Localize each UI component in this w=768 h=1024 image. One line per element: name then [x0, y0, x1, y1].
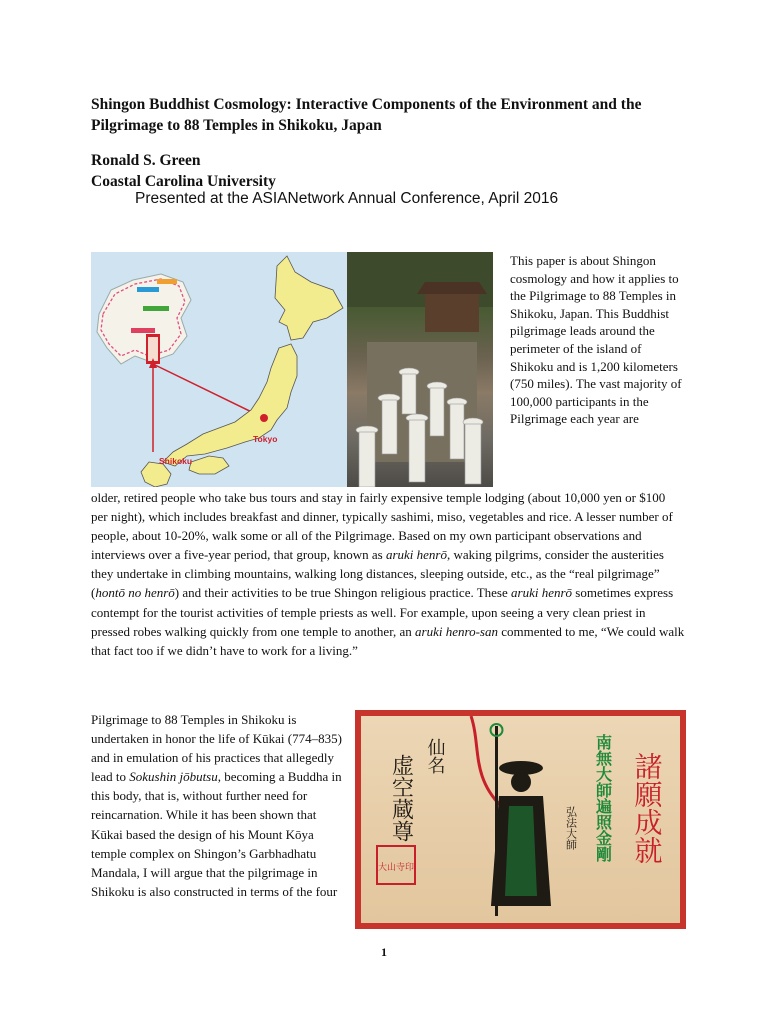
author-name: Ronald S. Green	[91, 152, 201, 169]
map-arrow-line	[153, 364, 264, 418]
ema-svg	[361, 716, 680, 923]
ema-text-namu: 南無大師遍照金剛	[593, 734, 613, 862]
ema-text-senmei: 仙名	[424, 738, 446, 774]
second-paragraph	[91, 710, 351, 901]
ema-text-kobo: 弘法大師	[564, 806, 578, 850]
ema-text-shogan: 諸願成就	[630, 752, 664, 864]
italic-term: hontō no henrō	[95, 585, 175, 601]
text-run: ) and their activities to be true Shingon religious practice. These	[174, 585, 512, 601]
ema-plaque-image	[355, 710, 686, 929]
text-run: older, retired people who take bus tours and stay in fairly expensive temple lodging (about 10,000 yen or $100 per night), which includes breakfast and dinner, typically sashimi, miso, vegetables and rice. A lesser number of people, about 10-20%, walk some or all of the Pilgrimage. Based on my own participant observations and interviews over a five-year period, that group, known as	[91, 490, 673, 563]
shikoku-label: Shikoku	[159, 456, 193, 466]
author-block	[91, 150, 276, 192]
italic-term: Sokushin jōbutsu	[129, 769, 218, 785]
text-run: sometimes express contempt for the tourist activities of temple priests as well. For example, upon seeing a very clean priest in pressed robes walking quickly from one temple to another, an	[91, 585, 674, 639]
second-paragraph-text	[91, 710, 351, 901]
author-affiliation: Coastal Carolina University	[91, 173, 276, 190]
text-run: commented to me, “We could walk that fact too if we didn’t have to work for a living.”	[91, 623, 685, 658]
ema-text-kokuzo: 虚空蔵尊	[388, 754, 414, 842]
italic-term: aruki henrō	[511, 585, 573, 601]
tokyo-marker	[260, 414, 268, 422]
presented-line: Presented at the ASIANetwork Annual Conference, April 2016	[135, 190, 559, 207]
temple-gate	[425, 292, 479, 332]
full-paragraph-text	[91, 488, 685, 660]
italic-term: aruki henro-san	[415, 623, 498, 639]
ema-seal-text: 大山寺印	[377, 863, 415, 873]
kukai-robe-highlight	[505, 806, 537, 896]
text-run: , waking pilgrims, consider the austerities they undertake in climbing mountains, walking long distances, sleeping outside, etc., as the “real pilgrimage” (	[91, 547, 664, 601]
side-paragraph-text: This paper is about Shingon cosmology and how it applies to the Pilgrimage to 88 Temples in Shikoku, Japan. This Buddhist pilgrimage leads around the perimeter of the island of Shikoku and is 1,200 kilometers (750 miles). The vast majority of 100,000 participants in the Pilgrimage each year are	[510, 253, 682, 427]
tokyo-label: Tokyo	[253, 434, 278, 444]
japan-map-figure	[91, 252, 347, 487]
paper-title: Shingon Buddhist Cosmology: Interactive Components of the Environment and the Pilgrimage to 88 Temples in Shikoku, Japan	[91, 96, 642, 134]
text-run: , becoming a Buddha in this body, that is, without further need for reincarnation. While it has been shown that Kūkai based the design of his Mount Kōya temple complex on Shingon’s Garbhadhatu Mandala, I will argue that the pilgrimage in Shikoku is also constructed in terms of the four	[91, 769, 342, 899]
page-number: 1	[381, 945, 387, 959]
italic-term: aruki henrō	[385, 547, 447, 563]
japan-map-svg	[91, 252, 347, 487]
shikoku-inset-map	[97, 274, 191, 364]
intro-side-paragraph	[510, 252, 685, 428]
text-run: Pilgrimage to 88 Temples in Shikoku is undertaken in honor the life of Kūkai (774–835) and in emulation of his practices that allegedly lead to	[91, 712, 342, 785]
pilgrims-photo-svg	[347, 252, 493, 487]
pilgrims-photo	[347, 252, 493, 487]
ema-wood-panel	[361, 716, 680, 923]
intro-full-paragraph	[91, 488, 685, 660]
